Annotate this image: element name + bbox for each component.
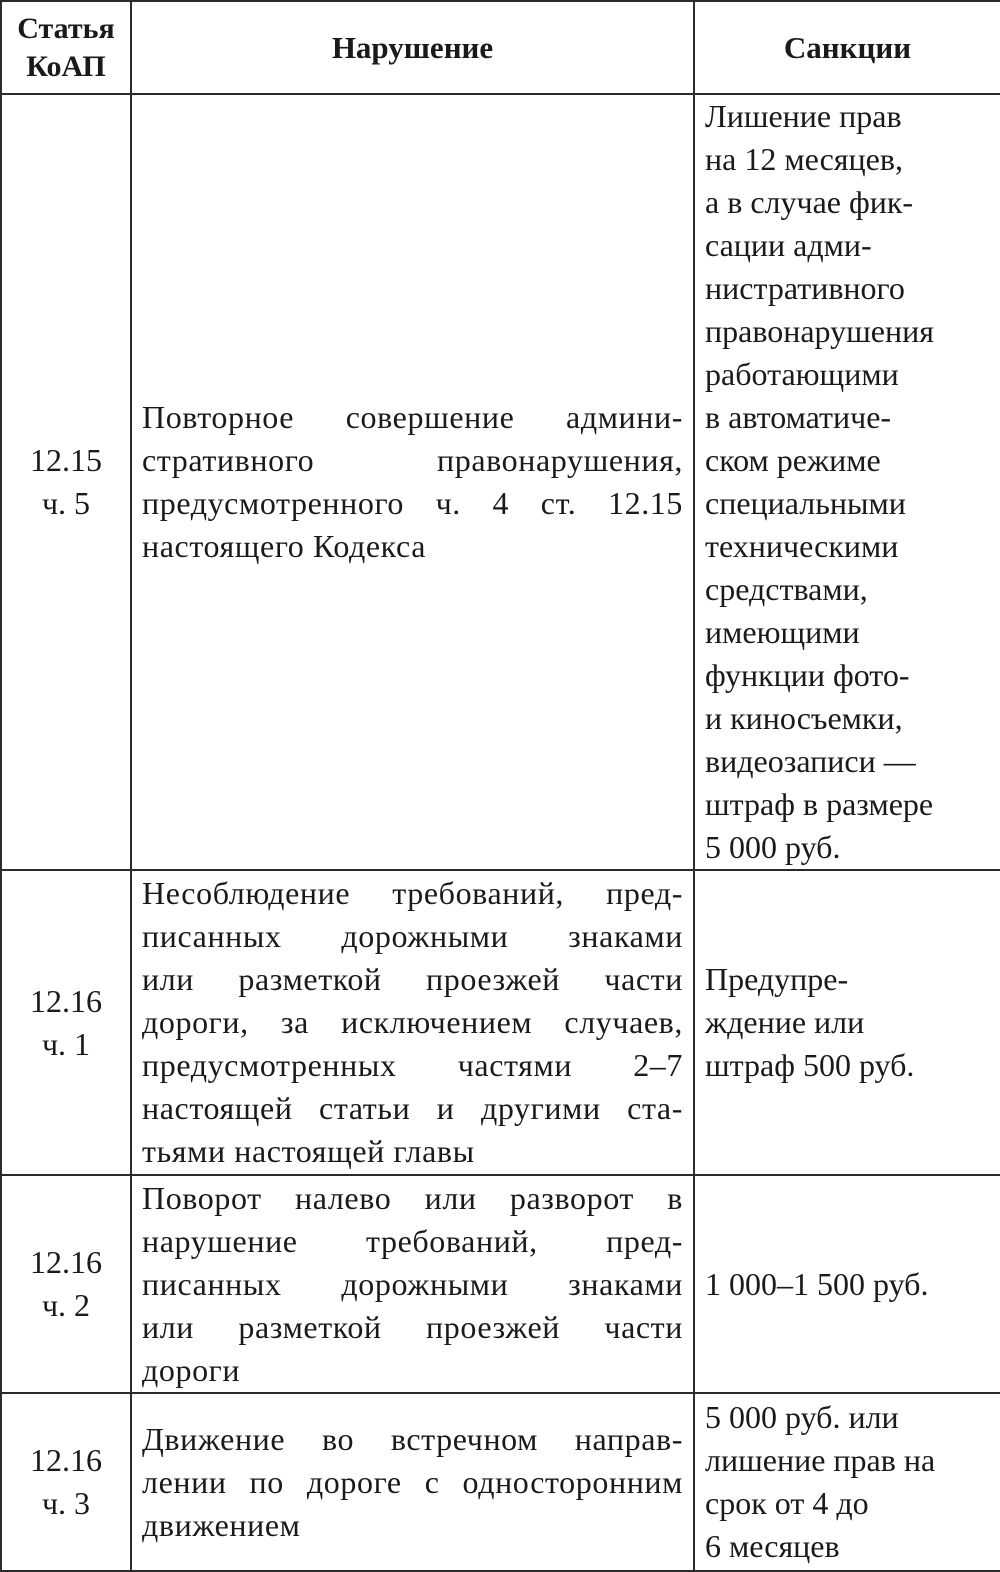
violation-line: писанных дорожными знаками — [142, 918, 683, 954]
violation-line: Движение во встречном направ- — [142, 1420, 683, 1457]
violation-line: движением — [142, 1506, 301, 1543]
violation-line: писанных дорожными знаками — [142, 1265, 683, 1302]
sanction-cell — [694, 870, 1000, 1175]
violation-line: настоящего Кодекса — [142, 528, 427, 564]
article-cell — [1, 94, 131, 870]
table-header-row — [1, 1, 1000, 94]
violation-line: или разметкой проезжей части — [142, 1308, 683, 1345]
table-row — [1, 1175, 1000, 1393]
sanction-line: лишение прав на — [705, 1442, 936, 1478]
article-part: ч. 3 — [41, 1485, 91, 1521]
violation-line: дороги — [142, 1351, 241, 1388]
sanction-line: функции фото- — [705, 657, 910, 693]
violation-line: нарушение требований, пред- — [142, 1222, 683, 1259]
article-part: ч. 1 — [41, 1025, 91, 1062]
sanction-line: 5 000 руб. — [705, 829, 841, 865]
article-cell — [1, 1175, 131, 1393]
violation-cell — [131, 1393, 694, 1571]
sanction-line: на 12 месяцев, — [705, 141, 903, 177]
sanction-line: работающими — [705, 356, 899, 392]
header-article-line2: КоАП — [26, 49, 106, 83]
article-cell — [1, 1393, 131, 1571]
violation-line: или разметкой проезжей части — [142, 961, 683, 997]
violation-line: Повторное совершение админи- — [142, 399, 683, 435]
sanction-line: срок от 4 до — [705, 1485, 869, 1521]
article-number: 12.16 — [30, 1442, 102, 1478]
column-header-sanctions: Санкции — [694, 1, 1000, 94]
sanction-line: 1 000–1 500 руб. — [705, 1265, 929, 1302]
article-part: ч. 5 — [41, 485, 91, 521]
sanction-line: ждение или — [705, 1004, 865, 1040]
table-row — [1, 94, 1000, 870]
sanction-line: специальными — [705, 485, 906, 521]
violation-line: дороги, за исключением случаев, — [142, 1004, 683, 1040]
sanction-line: Лишение прав — [705, 98, 902, 134]
article-number: 12.16 — [30, 982, 102, 1019]
violation-line: стративного правонарушения, — [142, 442, 683, 478]
sanction-cell — [694, 1393, 1000, 1571]
header-article-line1: Статья — [17, 11, 115, 45]
article-number: 12.16 — [30, 1244, 102, 1280]
article-part: ч. 2 — [41, 1287, 91, 1323]
violation-cell — [131, 94, 694, 870]
sanction-line: средствами, — [705, 571, 868, 607]
sanction-cell — [694, 94, 1000, 870]
article-number: 12.15 — [30, 442, 102, 478]
article-cell — [1, 870, 131, 1175]
violation-line: Поворот налево или разворот в — [142, 1179, 683, 1216]
sanction-line: видеозаписи — — [705, 743, 916, 779]
sanction-line: Предупре- — [705, 961, 849, 997]
violation-line: лении по дороге с односторонним — [142, 1463, 683, 1500]
sanction-line: 5 000 руб. или — [705, 1399, 899, 1435]
violation-cell — [131, 1175, 694, 1393]
violation-line: предусмотренного ч. 4 ст. 12.15 — [142, 485, 683, 521]
violation-line: предусмотренных частями 2–7 — [142, 1047, 683, 1083]
sanction-line: штраф в размере — [705, 786, 934, 822]
violation-line: настоящей статьи и другими ста- — [142, 1090, 683, 1126]
violation-line: Несоблюдение требований, пред- — [142, 875, 683, 911]
violation-line: тьями настоящей главы — [142, 1133, 475, 1169]
table-row — [1, 1393, 1000, 1571]
sanction-line: ском режиме — [705, 442, 881, 478]
column-header-violation: Нарушение — [131, 1, 694, 94]
sanction-line: 6 месяцев — [705, 1528, 840, 1564]
sanction-line: правонарушения — [705, 313, 934, 349]
sanction-line: нистративного — [705, 270, 905, 306]
sanction-line: имеющими — [705, 614, 860, 650]
sanction-line: техническими — [705, 528, 899, 564]
sanction-line: в автоматиче- — [705, 399, 892, 435]
sanction-line: штраф 500 руб. — [705, 1047, 915, 1083]
column-header-article — [1, 1, 131, 94]
sanction-cell — [694, 1175, 1000, 1393]
sanction-line: а в случае фик- — [705, 184, 914, 220]
sanction-line: и киносъемки, — [705, 700, 903, 736]
table-row — [1, 870, 1000, 1175]
sanction-line: сации адми- — [705, 227, 872, 263]
violation-cell — [131, 870, 694, 1175]
